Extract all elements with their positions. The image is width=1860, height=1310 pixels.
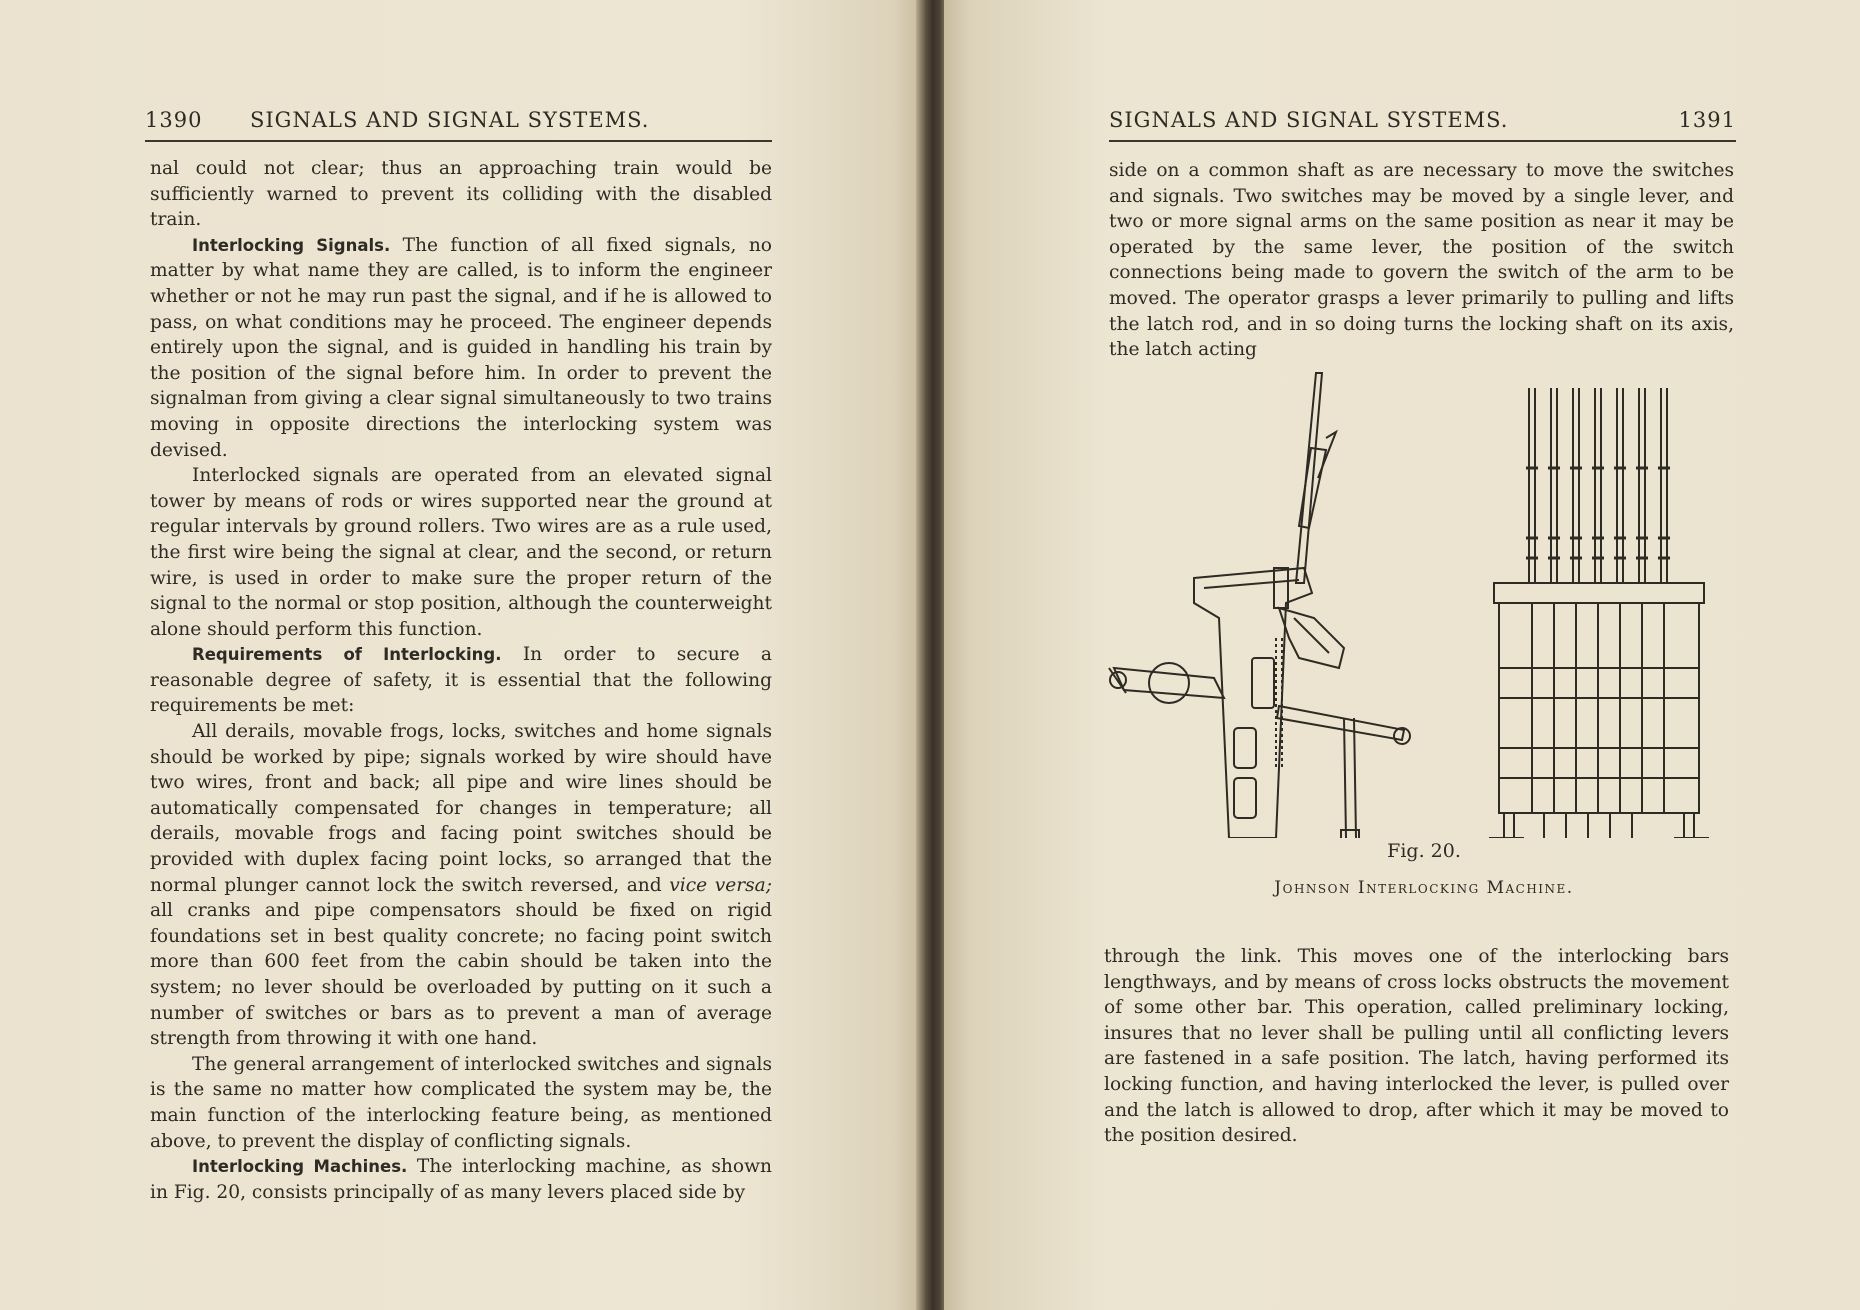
right-running-title: SIGNALS AND SIGNAL SYSTEMS.	[1109, 108, 1509, 132]
paragraph: Interlocked signals are operated from an elevated signal tower by means of rods or wires supported near the ground at regular intervals by ground rollers. Two wires are as a rule used, the first wire being the signal at clear, and the second, or return wire, is used in order to make sure the proper return of the signal to the normal or stop position, although the counterweight alone should perform this function.	[150, 465, 772, 640]
paragraph: Interlocking Signals. The function of all fixed signals, no matter by what name they are called, is to inform the engineer whether or not he may run past the signal, and if he is allowed to pass, on what conditions may he proceed. The engineer depends entirely upon the signal, and is guided in handling his train by the position of the signal before him. In order to prevent the signalman from giving a clear signal simultaneously to two trains moving in opposite directions the interlocking system was devised.	[150, 234, 772, 461]
paragraph: through the link. This moves one of the interlocking bars lengthways, and by means of cross locks obstructs the movement of some other bar. This operation, called preliminary locking, insures that no lever shall be pulling until all conflicting levers are fastened in a safe position. The latch, having performed its locking function, and having interlocked the lever, is pulled over and the latch is allowed to drop, after which it may be moved to the position desired.	[1104, 946, 1729, 1147]
left-running-head	[145, 106, 772, 142]
left-running-title: SIGNALS AND SIGNAL SYSTEMS.	[250, 108, 650, 132]
figure-20	[1104, 368, 1744, 898]
figure-label: Fig. 20.	[1387, 840, 1461, 862]
right-page-number: 1391	[1678, 108, 1736, 132]
interlocking-machine-illustration	[1104, 368, 1744, 838]
figure-caption: Johnson Interlocking Machine.	[1274, 878, 1574, 898]
paragraph: The general arrangement of interlocked switches and signals is the same no matter how complicated the system may be, the main function of the interlocking feature being, as mentioned above, to prevent the display of conflicting signals.	[150, 1053, 772, 1152]
right-body-text-bottom	[1104, 944, 1729, 1149]
section-heading: Interlocking Machines.	[192, 1157, 408, 1177]
right-running-head	[1109, 106, 1736, 142]
paragraph: Requirements of Interlocking. In order to secure a reasonable degree of safety, it is essential that the following requirements be met:	[150, 644, 772, 717]
paragraph: All derails, movable frogs, locks, switches and home signals should be worked by pipe; signals worked by wire should have two wires, front and back; all pipe and wire lines should be automatically compensated for changes in temperature; all derails, movable frogs and facing point switches should be provided with duplex facing point locks, so arranged that the normal plunger cannot lock the switch reversed, and vice versa; all cranks and pipe compensators should be fixed on rigid foundations set in best quality concrete; no facing point switch more than 600 feet from the cabin should be taken into the system; no lever should be overloaded by putting on it such a number of switches or bars as to prevent a man of average strength from throwing it with one hand.	[150, 721, 772, 1050]
right-page	[944, 0, 1860, 1310]
left-body-text	[150, 156, 772, 1205]
section-heading: Requirements of Interlocking.	[192, 645, 502, 665]
paragraph: Interlocking Machines. The interlocking machine, as shown in Fig. 20, consists principally of as many levers placed side by	[150, 1156, 772, 1203]
paragraph: side on a common shaft as are necessary to move the switches and signals. Two switches may be moved by a single lever, and two or more signal arms on the same position as near it may be operated by the same lever, the position of the switch connections being made to govern the switch of the arm to be moved. The operator grasps a lever primarily to pulling and lifts the latch rod, and in so doing turns the locking shaft on its axis, the latch acting	[1109, 160, 1734, 361]
left-page-number: 1390	[145, 108, 203, 132]
right-body-text-top	[1109, 158, 1734, 363]
paragraph: nal could not clear; thus an approaching train would be sufficiently warned to prevent its colliding with the disabled train.	[150, 158, 772, 231]
section-heading: Interlocking Signals.	[192, 235, 391, 255]
left-page	[0, 0, 920, 1310]
